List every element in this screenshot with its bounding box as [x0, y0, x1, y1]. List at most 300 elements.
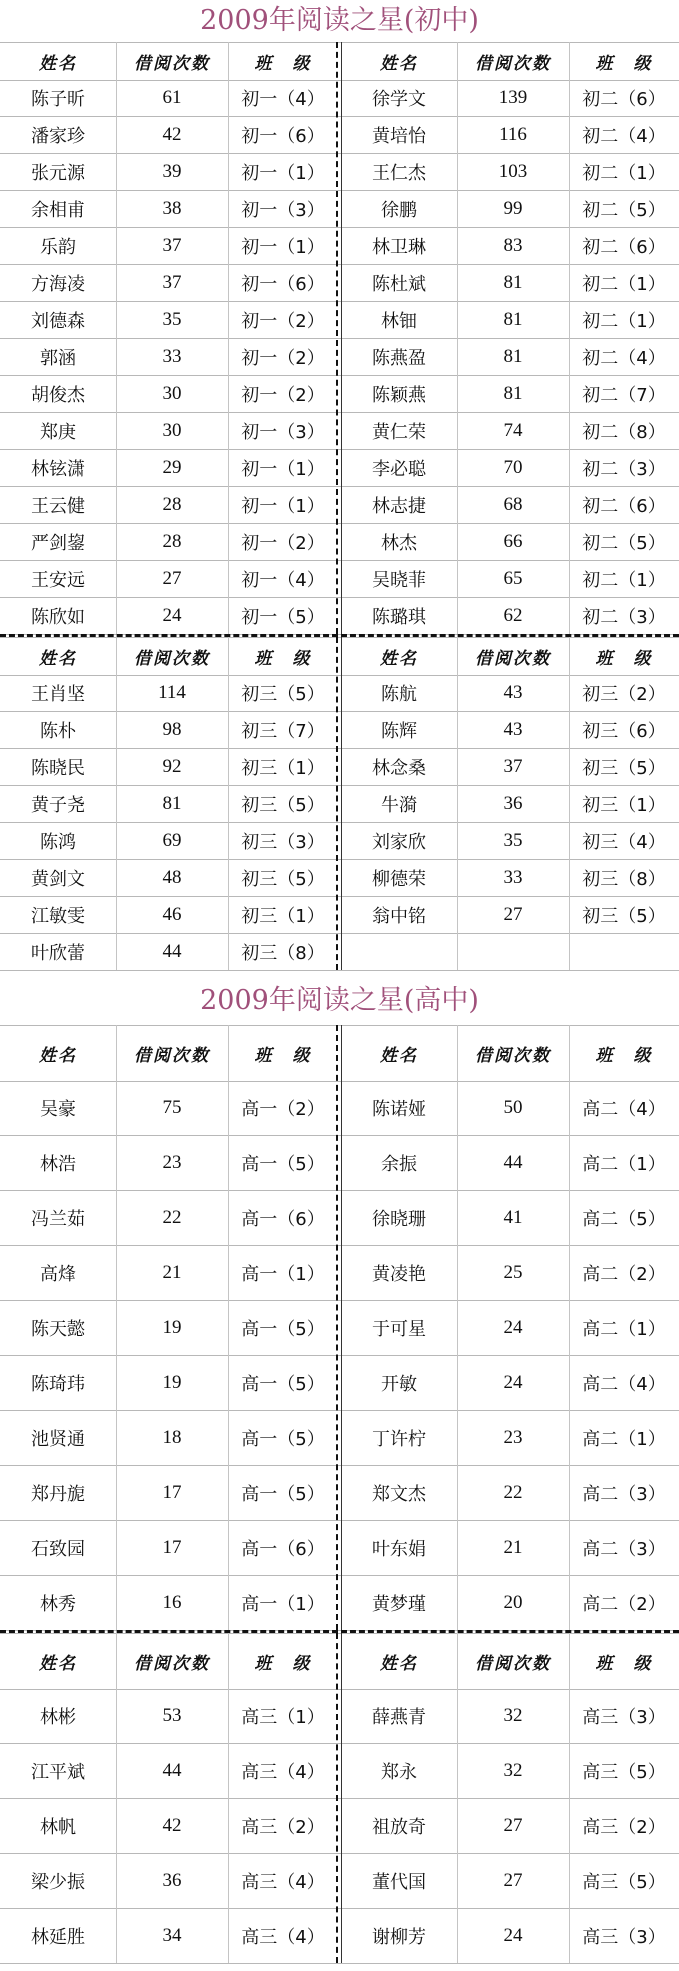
name-cell: 林帆 — [40, 1816, 76, 1838]
column-divider — [457, 637, 458, 970]
count-cell: 32 — [503, 1759, 523, 1781]
name-cell: 陈燕盈 — [372, 347, 426, 369]
table-row — [0, 711, 679, 749]
name-cell: 陈鸿 — [40, 831, 76, 853]
column-header: 借阅次数 — [134, 649, 210, 669]
class-cell: 初一（1） — [241, 458, 325, 480]
class-cell: 高三（5） — [582, 1871, 666, 1893]
count-cell: 37 — [162, 234, 182, 256]
count-cell: 16 — [162, 1591, 182, 1613]
name-cell: 陈杜斌 — [372, 273, 426, 295]
name-cell: 吴晓菲 — [372, 569, 426, 591]
name-cell: 郑文杰 — [372, 1483, 426, 1505]
count-cell: 28 — [162, 493, 182, 515]
name-cell: 刘家欣 — [372, 831, 426, 853]
column-header: 借阅次数 — [134, 1654, 210, 1674]
column-divider — [116, 637, 117, 970]
count-cell: 74 — [503, 419, 523, 441]
name-cell: 董代国 — [372, 1871, 426, 1893]
column-header: 班 级 — [595, 649, 653, 669]
class-cell: 初三（1） — [582, 794, 666, 816]
class-cell: 初三（5） — [241, 794, 325, 816]
class-cell: 初二（1） — [582, 310, 666, 332]
name-cell: 黄剑文 — [31, 868, 85, 890]
count-cell: 70 — [503, 456, 523, 478]
class-cell: 初二（6） — [582, 236, 666, 258]
class-cell: 高二（1） — [582, 1428, 666, 1450]
count-cell: 50 — [503, 1096, 523, 1118]
column-header: 借阅次数 — [475, 54, 551, 74]
class-cell: 初一（1） — [241, 495, 325, 517]
name-cell: 高烽 — [40, 1263, 76, 1285]
count-cell: 46 — [162, 903, 182, 925]
count-cell: 35 — [503, 829, 523, 851]
count-cell: 23 — [503, 1426, 523, 1448]
junior-block1-header-row — [0, 42, 679, 81]
count-cell: 92 — [162, 755, 182, 777]
count-cell: 44 — [503, 1151, 523, 1173]
senior-title: 2009年阅读之星(高中) — [200, 985, 479, 1016]
class-cell: 初二（7） — [582, 384, 666, 406]
name-cell: 郭涵 — [40, 347, 76, 369]
name-cell: 乐韵 — [40, 236, 76, 258]
table-row — [0, 933, 679, 971]
count-cell: 41 — [503, 1206, 523, 1228]
column-header: 借阅次数 — [475, 1654, 551, 1674]
class-cell: 高一（6） — [241, 1208, 325, 1230]
class-cell: 高一（5） — [241, 1483, 325, 1505]
center-divider-dashed — [336, 1633, 338, 1963]
class-cell: 初二（3） — [582, 606, 666, 628]
class-cell: 高二（2） — [582, 1593, 666, 1615]
count-cell: 17 — [162, 1481, 182, 1503]
name-cell: 徐鹏 — [381, 199, 417, 221]
class-cell: 初二（4） — [582, 125, 666, 147]
center-divider-solid — [341, 637, 342, 970]
table-row — [0, 1465, 679, 1521]
class-cell: 初二（5） — [582, 532, 666, 554]
class-cell: 初一（2） — [241, 310, 325, 332]
name-cell: 陈航 — [381, 683, 417, 705]
table-row — [0, 1080, 679, 1136]
class-cell: 高二（5） — [582, 1208, 666, 1230]
table-row — [0, 822, 679, 860]
class-cell: 初一（3） — [241, 199, 325, 221]
count-cell: 103 — [498, 160, 528, 182]
class-cell: 初三（5） — [241, 868, 325, 890]
class-cell: 初一（2） — [241, 384, 325, 406]
name-cell: 胡俊杰 — [31, 384, 85, 406]
table-row — [0, 1410, 679, 1466]
column-header: 姓名 — [380, 649, 418, 669]
count-cell: 19 — [162, 1371, 182, 1393]
class-cell: 高三（4） — [241, 1761, 325, 1783]
name-cell: 郑庚 — [40, 421, 76, 443]
name-cell: 林志捷 — [372, 495, 426, 517]
name-cell: 冯兰茹 — [31, 1208, 85, 1230]
count-cell: 30 — [162, 419, 182, 441]
name-cell: 潘家珍 — [31, 125, 85, 147]
count-cell: 36 — [503, 792, 523, 814]
column-divider — [457, 1025, 458, 1630]
class-cell: 高一（1） — [241, 1263, 325, 1285]
class-cell: 高二（3） — [582, 1483, 666, 1505]
name-cell — [341, 933, 457, 970]
table-row — [0, 1300, 679, 1356]
name-cell: 刘德森 — [31, 310, 85, 332]
table-row — [0, 748, 679, 786]
count-cell: 114 — [158, 681, 186, 703]
name-cell: 郑永 — [381, 1761, 417, 1783]
count-cell: 27 — [162, 567, 182, 589]
table-row — [0, 1135, 679, 1191]
table-row — [0, 1743, 679, 1799]
column-divider — [228, 637, 229, 970]
column-header: 姓名 — [380, 1046, 418, 1066]
count-cell: 32 — [503, 1704, 523, 1726]
count-cell: 36 — [162, 1869, 182, 1891]
column-header: 借阅次数 — [134, 54, 210, 74]
table-row — [0, 896, 679, 934]
center-divider-dashed — [336, 42, 338, 634]
column-header: 姓名 — [380, 1654, 418, 1674]
name-cell: 柳德荣 — [372, 868, 426, 890]
class-cell: 初三（3） — [241, 831, 325, 853]
count-cell: 42 — [162, 123, 182, 145]
column-header: 班 级 — [595, 54, 653, 74]
class-cell: 初一（5） — [241, 606, 325, 628]
name-cell: 祖放奇 — [372, 1816, 426, 1838]
class-cell: 高一（5） — [241, 1428, 325, 1450]
name-cell: 黄梦瑾 — [372, 1593, 426, 1615]
count-cell: 18 — [162, 1426, 182, 1448]
column-divider — [116, 1025, 117, 1630]
count-cell: 20 — [503, 1591, 523, 1613]
count-cell: 25 — [503, 1261, 523, 1283]
name-cell: 王安远 — [31, 569, 85, 591]
name-cell: 池贤通 — [31, 1428, 85, 1450]
column-header: 班 级 — [254, 54, 312, 74]
class-cell: 高三（3） — [582, 1706, 666, 1728]
table-row — [0, 301, 679, 339]
count-cell: 17 — [162, 1536, 182, 1558]
column-divider — [116, 1633, 117, 1963]
table-row — [0, 190, 679, 228]
count-cell: 98 — [162, 718, 182, 740]
column-header: 姓名 — [39, 1046, 77, 1066]
column-header: 班 级 — [595, 1046, 653, 1066]
name-cell: 林延胜 — [31, 1926, 85, 1948]
table-row — [0, 1245, 679, 1301]
count-cell: 34 — [162, 1924, 182, 1946]
name-cell: 黄培怡 — [372, 125, 426, 147]
class-cell: 初二（5） — [582, 199, 666, 221]
name-cell: 林浩 — [40, 1153, 76, 1175]
name-cell: 林彬 — [40, 1706, 76, 1728]
class-cell: 高二（1） — [582, 1318, 666, 1340]
class-cell: 高三（2） — [582, 1816, 666, 1838]
count-cell: 69 — [162, 829, 182, 851]
class-cell: 初二（1） — [582, 569, 666, 591]
table-row — [0, 1688, 679, 1744]
class-cell: 初三（7） — [241, 720, 325, 742]
count-cell: 21 — [162, 1261, 182, 1283]
name-cell: 于可星 — [372, 1318, 426, 1340]
count-cell: 99 — [503, 197, 523, 219]
count-cell: 27 — [503, 903, 523, 925]
class-cell: 高三（3） — [582, 1926, 666, 1948]
name-cell: 林杰 — [381, 532, 417, 554]
class-cell: 高二（4） — [582, 1373, 666, 1395]
name-cell: 严剑鋆 — [31, 532, 85, 554]
count-cell: 48 — [162, 866, 182, 888]
class-cell: 初一（6） — [241, 125, 325, 147]
count-cell: 39 — [162, 160, 182, 182]
table-row — [0, 1190, 679, 1246]
center-divider-dashed — [336, 1025, 338, 1630]
name-cell: 王仁杰 — [372, 162, 426, 184]
name-cell: 陈朴 — [40, 720, 76, 742]
name-cell: 江平斌 — [31, 1761, 85, 1783]
class-cell: 高三（4） — [241, 1926, 325, 1948]
count-cell — [457, 933, 569, 970]
column-header: 班 级 — [254, 649, 312, 669]
table-row — [0, 1575, 679, 1631]
table-row — [0, 116, 679, 154]
count-cell: 22 — [503, 1481, 523, 1503]
name-cell: 梁少振 — [31, 1871, 85, 1893]
class-cell: 初一（2） — [241, 347, 325, 369]
table-row — [0, 449, 679, 487]
count-cell: 37 — [503, 755, 523, 777]
column-divider — [228, 1633, 229, 1963]
count-cell: 23 — [162, 1151, 182, 1173]
count-cell: 43 — [503, 681, 523, 703]
count-cell: 81 — [162, 792, 182, 814]
class-cell: 高三（5） — [582, 1761, 666, 1783]
name-cell: 林钿 — [381, 310, 417, 332]
name-cell: 陈天懿 — [31, 1318, 85, 1340]
class-cell: 高三（1） — [241, 1706, 325, 1728]
name-cell: 陈欣如 — [31, 606, 85, 628]
count-cell: 66 — [503, 530, 523, 552]
count-cell: 21 — [503, 1536, 523, 1558]
table-row — [0, 1853, 679, 1909]
name-cell: 黄子尧 — [31, 794, 85, 816]
table-row — [0, 227, 679, 265]
class-cell: 初二（4） — [582, 347, 666, 369]
class-cell: 高二（4） — [582, 1098, 666, 1120]
column-header: 借阅次数 — [134, 1046, 210, 1066]
class-cell: 高一（1） — [241, 1593, 325, 1615]
class-cell: 初三（6） — [582, 720, 666, 742]
class-cell: 初一（2） — [241, 532, 325, 554]
count-cell: 24 — [503, 1316, 523, 1338]
count-cell: 116 — [499, 123, 527, 145]
class-cell: 初二（3） — [582, 458, 666, 480]
table-row — [0, 785, 679, 823]
class-cell: 初二（1） — [582, 273, 666, 295]
name-cell: 叶欣蕾 — [31, 942, 85, 964]
center-divider-dashed — [336, 637, 338, 970]
name-cell: 陈璐琪 — [372, 606, 426, 628]
count-cell: 24 — [162, 604, 182, 626]
center-divider-solid — [341, 1025, 342, 1630]
count-cell: 22 — [162, 1206, 182, 1228]
count-cell: 33 — [162, 345, 182, 367]
count-cell: 68 — [503, 493, 523, 515]
count-cell: 81 — [503, 308, 523, 330]
name-cell: 林秀 — [40, 1593, 76, 1615]
column-divider — [569, 1633, 570, 1963]
class-cell: 初一（4） — [241, 88, 325, 110]
table-row — [0, 338, 679, 376]
name-cell: 薛燕青 — [372, 1706, 426, 1728]
column-divider — [116, 42, 117, 634]
name-cell: 石致园 — [31, 1538, 85, 1560]
column-divider — [569, 42, 570, 634]
count-cell: 43 — [503, 718, 523, 740]
center-divider-solid — [341, 42, 342, 634]
class-cell: 初三（5） — [241, 683, 325, 705]
count-cell: 61 — [162, 86, 182, 108]
table-row — [0, 264, 679, 302]
class-cell: 初二（6） — [582, 495, 666, 517]
column-header: 姓名 — [39, 54, 77, 74]
name-cell: 徐晓珊 — [372, 1208, 426, 1230]
count-cell: 139 — [498, 86, 528, 108]
name-cell: 王肖坚 — [31, 683, 85, 705]
class-cell: 初三（8） — [582, 868, 666, 890]
class-cell: 初三（4） — [582, 831, 666, 853]
name-cell: 陈辉 — [381, 720, 417, 742]
class-cell: 初二（8） — [582, 421, 666, 443]
name-cell: 林念桑 — [372, 757, 426, 779]
count-cell: 27 — [503, 1869, 523, 1891]
senior-block2-header-row — [0, 1633, 679, 1690]
name-cell: 黄仁荣 — [372, 421, 426, 443]
class-cell — [569, 933, 679, 970]
column-header: 借阅次数 — [475, 649, 551, 669]
center-divider-solid — [341, 1633, 342, 1963]
table-row — [0, 153, 679, 191]
name-cell: 郑丹旎 — [31, 1483, 85, 1505]
class-cell: 高二（3） — [582, 1538, 666, 1560]
column-header: 姓名 — [380, 54, 418, 74]
column-header: 借阅次数 — [475, 1046, 551, 1066]
count-cell: 62 — [503, 604, 523, 626]
column-header: 姓名 — [39, 1654, 77, 1674]
class-cell: 初二（6） — [582, 88, 666, 110]
name-cell: 林铉潇 — [31, 458, 85, 480]
class-cell: 高二（1） — [582, 1153, 666, 1175]
count-cell: 27 — [503, 1814, 523, 1836]
table-row — [0, 859, 679, 897]
count-cell: 81 — [503, 382, 523, 404]
column-header: 班 级 — [254, 1046, 312, 1066]
name-cell: 林卫琳 — [372, 236, 426, 258]
count-cell: 30 — [162, 382, 182, 404]
class-cell: 高一（2） — [241, 1098, 325, 1120]
table-row — [0, 560, 679, 598]
count-cell: 65 — [503, 567, 523, 589]
name-cell: 翁中铭 — [372, 905, 426, 927]
name-cell: 陈子昕 — [31, 88, 85, 110]
column-divider — [457, 42, 458, 634]
column-divider — [569, 1025, 570, 1630]
table-row — [0, 486, 679, 524]
class-cell: 高一（6） — [241, 1538, 325, 1560]
class-cell: 初一（4） — [241, 569, 325, 591]
name-cell: 吴豪 — [40, 1098, 76, 1120]
count-cell: 83 — [503, 234, 523, 256]
class-cell: 高一（5） — [241, 1373, 325, 1395]
count-cell: 42 — [162, 1814, 182, 1836]
class-cell: 初三（1） — [241, 905, 325, 927]
name-cell: 陈琦玮 — [31, 1373, 85, 1395]
class-cell: 初一（1） — [241, 162, 325, 184]
name-cell: 余振 — [381, 1153, 417, 1175]
column-header: 班 级 — [595, 1654, 653, 1674]
count-cell: 38 — [162, 197, 182, 219]
name-cell: 李必聪 — [372, 458, 426, 480]
name-cell: 张元源 — [31, 162, 85, 184]
name-cell: 陈晓民 — [31, 757, 85, 779]
class-cell: 高二（2） — [582, 1263, 666, 1285]
column-divider — [228, 42, 229, 634]
column-divider — [457, 1633, 458, 1963]
name-cell: 徐学文 — [372, 88, 426, 110]
class-cell: 初三（8） — [241, 942, 325, 964]
table-row — [0, 523, 679, 561]
name-cell: 黄凌艳 — [372, 1263, 426, 1285]
count-cell: 29 — [162, 456, 182, 478]
class-cell: 初一（1） — [241, 236, 325, 258]
table-row — [0, 79, 679, 117]
table-row — [0, 1520, 679, 1576]
name-cell: 王云健 — [31, 495, 85, 517]
table-row — [0, 674, 679, 712]
class-cell: 初三（1） — [241, 757, 325, 779]
column-divider — [228, 1025, 229, 1630]
name-cell: 方海凌 — [31, 273, 85, 295]
count-cell: 81 — [503, 345, 523, 367]
column-header: 姓名 — [39, 649, 77, 669]
count-cell: 28 — [162, 530, 182, 552]
class-cell: 初二（1） — [582, 162, 666, 184]
junior-block2-header-row — [0, 637, 679, 676]
count-cell: 37 — [162, 271, 182, 293]
class-cell: 初三（5） — [582, 757, 666, 779]
table-row — [0, 597, 679, 635]
name-cell: 余相甫 — [31, 199, 85, 221]
count-cell: 19 — [162, 1316, 182, 1338]
count-cell: 24 — [503, 1924, 523, 1946]
table-row — [0, 412, 679, 450]
count-cell: 53 — [162, 1704, 182, 1726]
table-row — [0, 1355, 679, 1411]
class-cell: 高三（4） — [241, 1871, 325, 1893]
name-cell: 开敏 — [381, 1373, 417, 1395]
junior-title: 2009年阅读之星(初中) — [200, 5, 479, 36]
senior-block1-header-row — [0, 1025, 679, 1082]
class-cell: 高三（2） — [241, 1816, 325, 1838]
name-cell: 叶东娟 — [372, 1538, 426, 1560]
table-row — [0, 1798, 679, 1854]
name-cell: 谢柳芳 — [372, 1926, 426, 1948]
class-cell: 高一（5） — [241, 1318, 325, 1340]
class-cell: 高一（5） — [241, 1153, 325, 1175]
